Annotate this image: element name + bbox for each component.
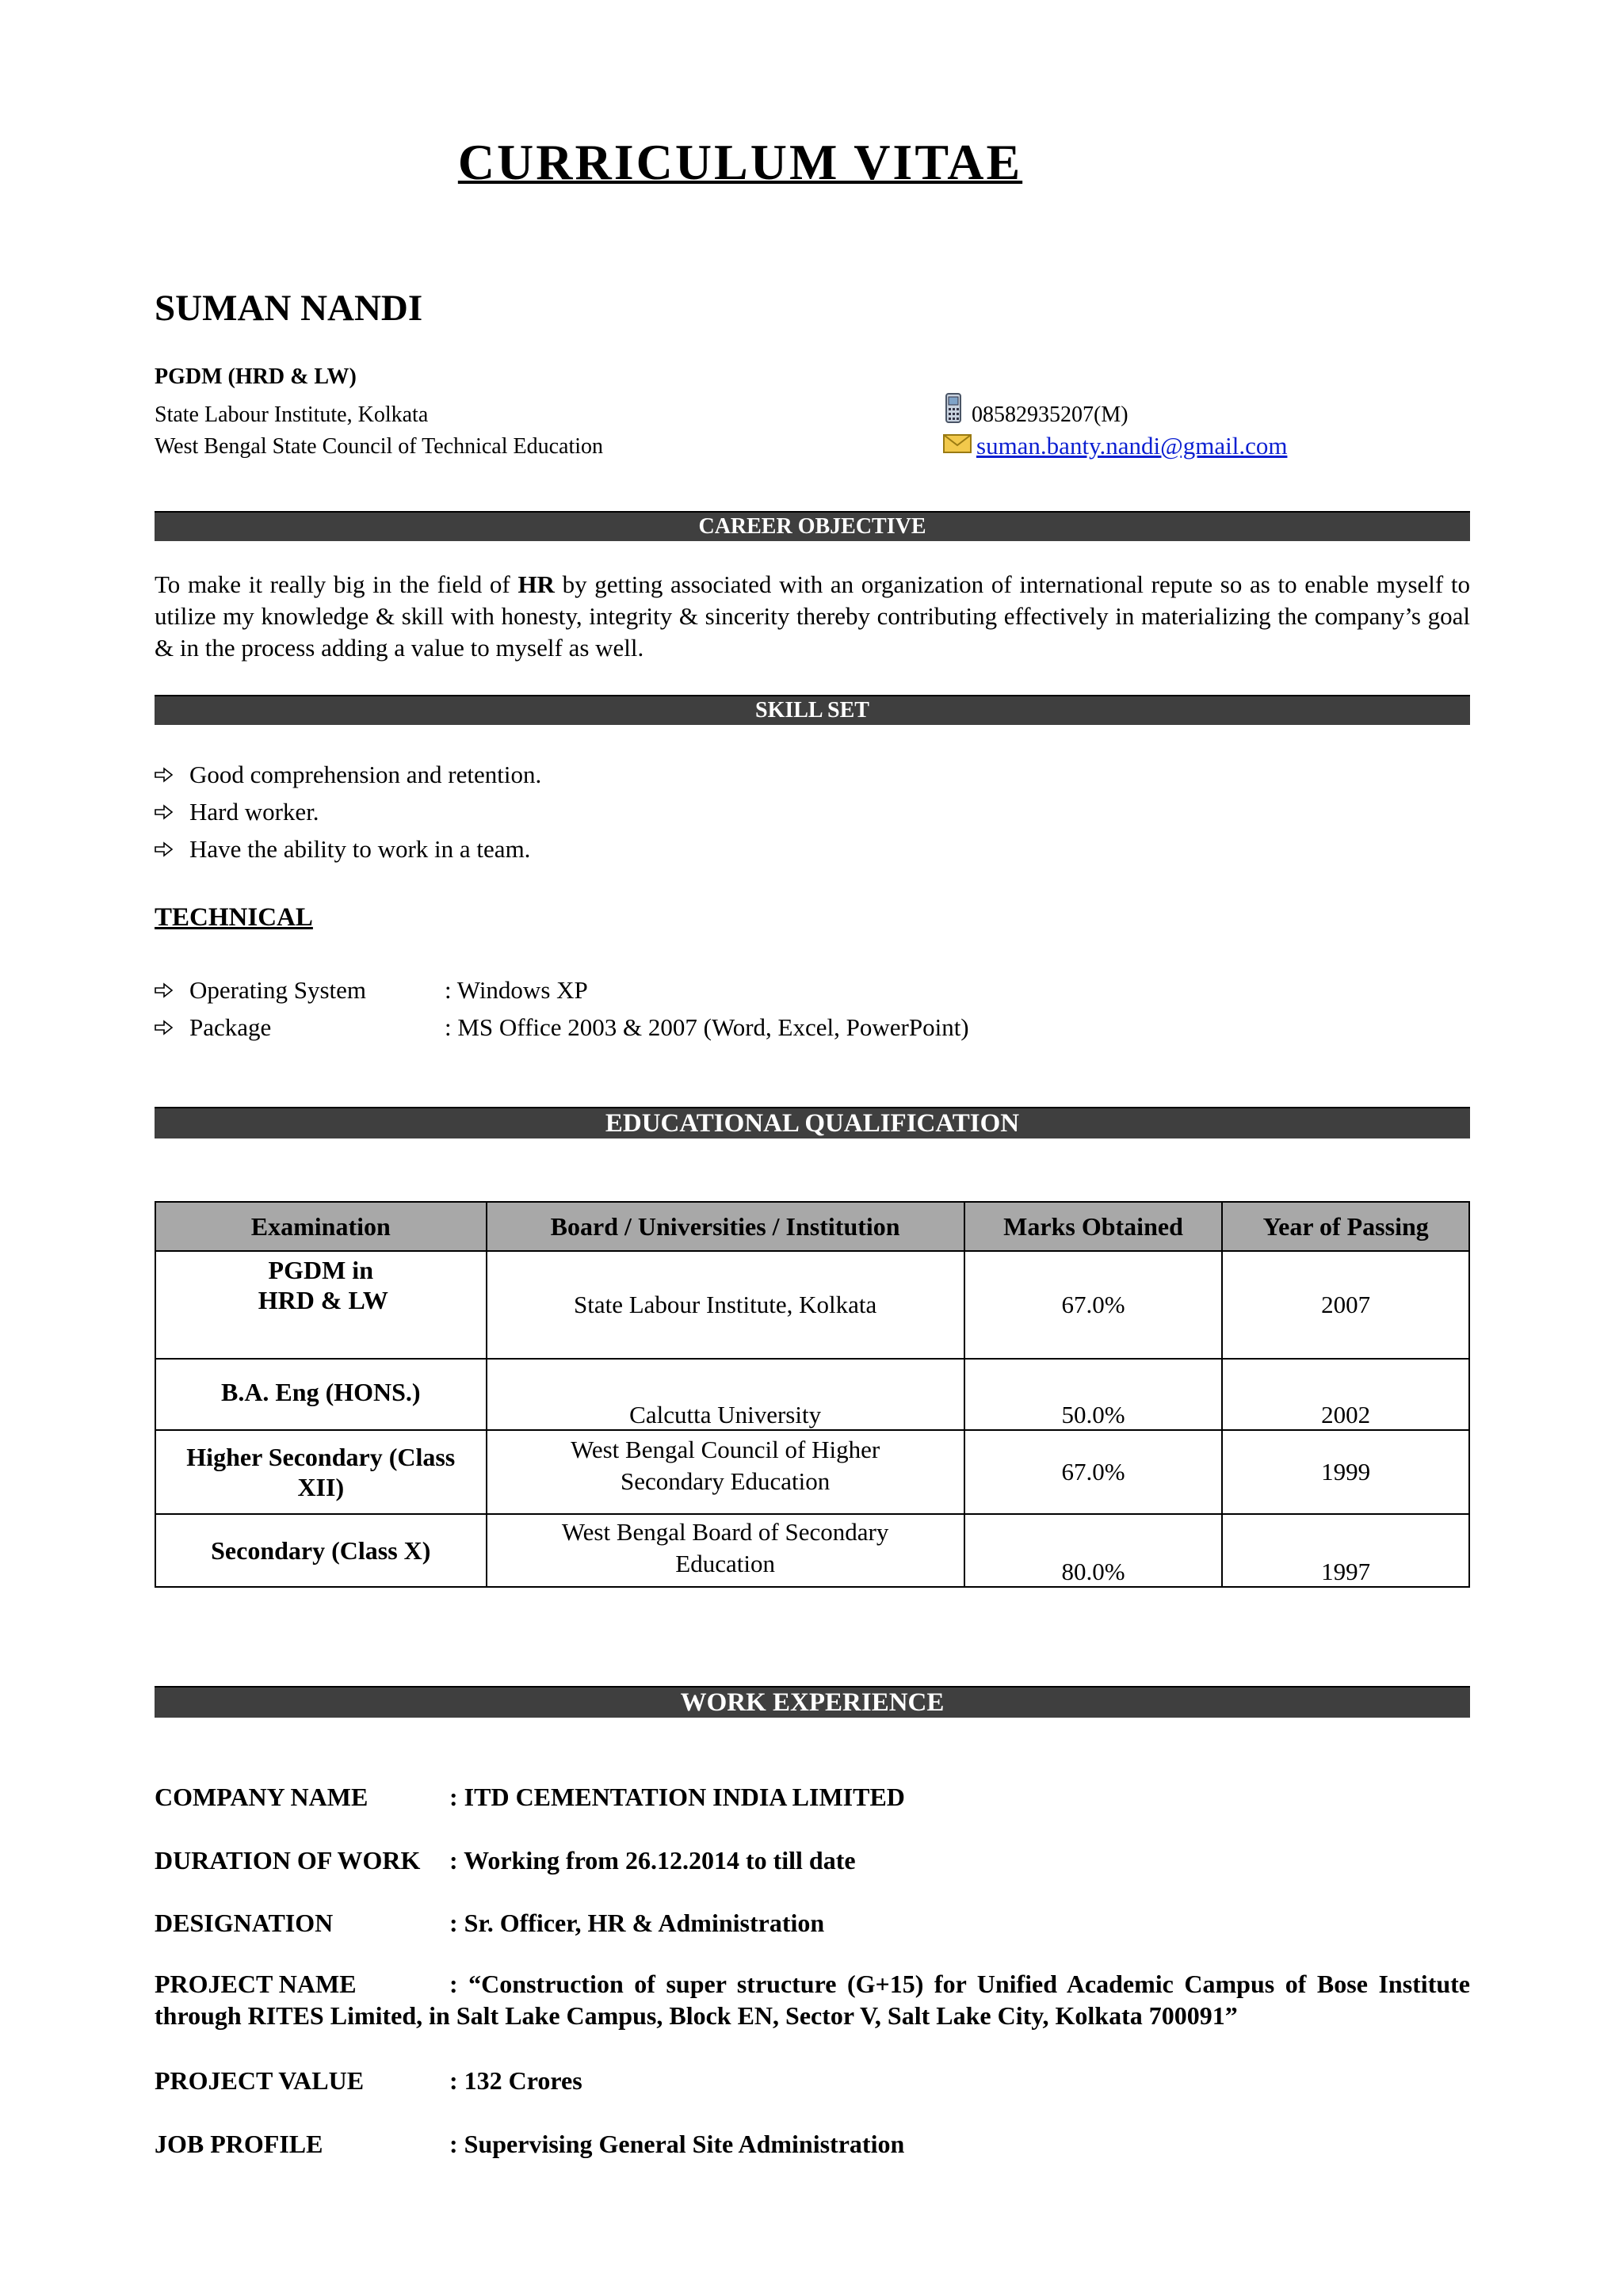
board-cell: Calcutta University	[487, 1359, 964, 1430]
year-cell: 1997	[1222, 1514, 1469, 1587]
envelope-icon	[943, 434, 972, 453]
column-header: Board / Universities / Institution	[487, 1202, 964, 1251]
arrow-bullet-icon	[155, 841, 174, 857]
institute: State Labour Institute, Kolkata	[155, 402, 429, 427]
council: West Bengal State Council of Technical Education	[155, 434, 604, 459]
mobile-phone-icon	[945, 393, 962, 423]
year-cell: 2002	[1222, 1359, 1469, 1430]
list-item: Hard worker.	[155, 798, 319, 826]
exam-cell: Higher Secondary (Class XII)	[155, 1430, 487, 1514]
board-cell: West Bengal Council of Higher Secondary Education	[487, 1430, 964, 1514]
technical-heading: TECHNICAL	[155, 903, 313, 932]
list-item: Operating System : Windows XP	[155, 976, 588, 1005]
table-row	[155, 1514, 1469, 1587]
list-item: Good comprehension and retention.	[155, 761, 541, 789]
board-cell: West Bengal Board of Secondary Education	[487, 1514, 964, 1587]
list-item: Package : MS Office 2003 & 2007 (Word, Excel, PowerPoint)	[155, 1013, 969, 1042]
table-row	[155, 1430, 1469, 1514]
arrow-bullet-icon	[155, 804, 174, 820]
table-header-row	[155, 1202, 1469, 1251]
job-profile-row: JOB PROFILE : Supervising General Site Administration	[155, 2130, 905, 2158]
career-objective-text: To make it really big in the field of HR by getting associated with an organization of international repute so as to enable myself to utilize my knowledge & skill with honesty, integrity & sincerity thereby contributing effectively in materializing the company’s goal & in the process adding a value to myself as well.	[155, 570, 1470, 662]
marks-cell: 50.0%	[964, 1359, 1223, 1430]
column-header: Year of Passing	[1222, 1202, 1469, 1251]
arrow-bullet-icon	[155, 982, 174, 998]
exam-cell: PGDM in HRD & LW	[155, 1251, 487, 1359]
board-cell: State Labour Institute, Kolkata	[487, 1251, 964, 1359]
company-row: COMPANY NAME : ITD CEMENTATION INDIA LIMITED	[155, 1783, 905, 1811]
work-experience-heading: WORK EXPERIENCE	[155, 1686, 1470, 1718]
career-objective-heading: CAREER OBJECTIVE	[155, 511, 1470, 541]
education-heading: EDUCATIONAL QUALIFICATION	[155, 1107, 1470, 1138]
exam-cell: Secondary (Class X)	[155, 1514, 487, 1587]
email-link[interactable]: suman.banty.nandi@gmail.com	[976, 432, 1288, 460]
arrow-bullet-icon	[155, 767, 174, 783]
education-table	[155, 1201, 1470, 1588]
exam-cell: B.A. Eng (HONS.)	[155, 1359, 487, 1430]
marks-cell: 67.0%	[964, 1251, 1223, 1359]
degree: PGDM (HRD & LW)	[155, 364, 357, 389]
table-row	[155, 1359, 1469, 1430]
skill-set-heading: SKILL SET	[155, 695, 1470, 725]
year-cell: 2007	[1222, 1251, 1469, 1359]
phone-number: 08582935207(M)	[972, 402, 1128, 427]
candidate-name: SUMAN NANDI	[155, 288, 423, 329]
document-title: CURRICULUM VITAE	[457, 134, 1023, 190]
table-row	[155, 1251, 1469, 1359]
arrow-bullet-icon	[155, 1020, 174, 1035]
year-cell: 1999	[1222, 1430, 1469, 1514]
column-header: Examination	[155, 1202, 487, 1251]
project-value-row: PROJECT VALUE : 132 Crores	[155, 2066, 582, 2095]
list-item: Have the ability to work in a team.	[155, 835, 530, 864]
designation-row: DESIGNATION : Sr. Officer, HR & Administration	[155, 1909, 825, 1937]
marks-cell: 80.0%	[964, 1514, 1223, 1587]
project-name-row: PROJECT NAME : “Construction of super structure (G+15) for Unified Academic Campus of Bose Institute through RITES Limited, in Salt Lake Campus, Block EN, Sector V, Salt Lake City, Kolkata 700091”	[155, 1970, 1470, 2030]
marks-cell: 67.0%	[964, 1430, 1223, 1514]
column-header: Marks Obtained	[964, 1202, 1223, 1251]
duration-row: DURATION OF WORK : Working from 26.12.2014 to till date	[155, 1846, 856, 1875]
